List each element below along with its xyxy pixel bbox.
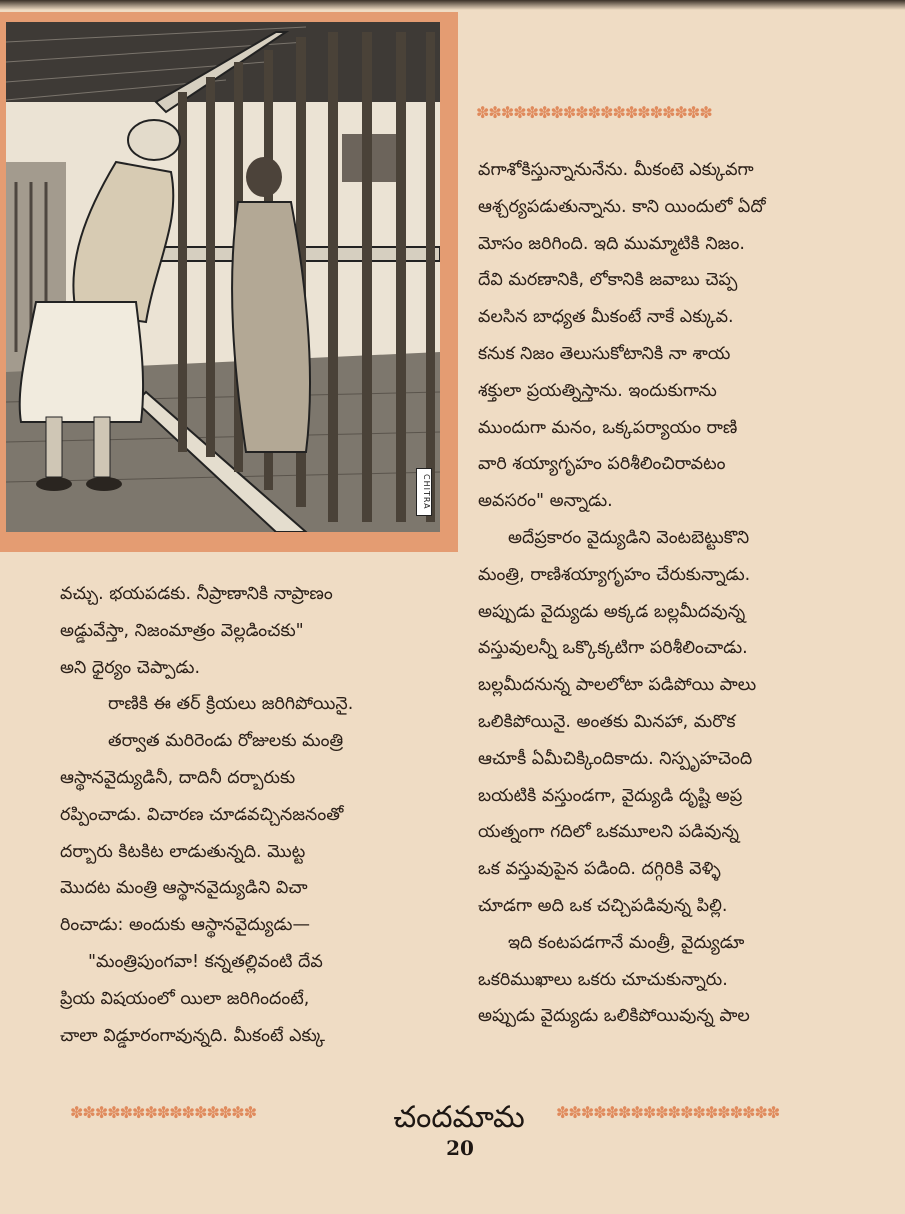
page-edge <box>0 0 905 10</box>
text-line: అవసరం" అన్నాడు. <box>478 491 613 512</box>
text-line: మోసం జరిగింది. ఇది ముమ్మాటికి నిజం. <box>478 233 745 254</box>
text-line: యత్నంగా గదిలో ఒకమూలని పడివున్న <box>478 822 739 843</box>
text-line: ముందుగా మనం, ఒక్కపర్యాయం రాణి <box>478 417 738 438</box>
text-line: అదేప్రకారం వైద్యుడిని వెంటబెట్టుకొని <box>508 527 750 548</box>
text-line: తర్వాత మరిరెండు రోజులకు మంత్రి <box>108 731 344 752</box>
text-line: అప్పుడు వైద్యుడు అక్కడ బల్లమీదవున్న <box>478 601 746 622</box>
text-line: బల్లమీదనున్న పాలలోటా పడిపోయి పాలు <box>478 675 757 696</box>
text-line: అని ధైర్యం చెప్పాడు. <box>60 657 201 678</box>
text-line: ప్రియ విషయంలో యిలా జరిగిందంటే, <box>60 988 310 1009</box>
text-line: ఆచూకీ ఏమీచిక్కిందికాదు. నిస్పృహచెంది <box>478 748 753 769</box>
text-line: దర్బారు కిటకిట లాడుతున్నది. మొట్ట <box>60 841 306 862</box>
prison-illustration <box>6 22 440 532</box>
text-line: అప్పుడు వైద్యుడు ఒలికిపోయివున్న పాల <box>478 1006 750 1027</box>
text-line: ఒకరిముఖాలు ఒకరు చూచుకున్నారు. <box>478 969 728 990</box>
text-line: రప్పించాడు. విచారణ చూడవచ్చినజనంతో <box>60 804 344 825</box>
text-line: బయటికి వస్తుండగా, వైద్యుడి దృష్టి అప్ర <box>478 785 743 806</box>
ornament-border-footer-right: ✽✽✽✽✽✽✽✽✽✽✽✽✽✽✽✽✽✽ <box>556 1104 780 1122</box>
right-text-column <box>478 152 858 1035</box>
text-line: ఆస్థానవైద్యుడినీ, దాదినీ దర్బారుకు <box>60 767 296 788</box>
text-line: ఒలికిపోయినై. అంతకు మినహా, మరొక <box>478 711 736 732</box>
text-line: రాణికి ఈ తర్ క్రియలు జరిగిపోయినై. <box>108 694 354 715</box>
text-line: "మంత్రిపుంగవా! కన్నతల్లివంటి దేవ <box>88 951 323 972</box>
left-text-column <box>60 576 452 1054</box>
text-line: శక్తులా ప్రయత్నిస్తాను. ఇందుకుగాను <box>478 380 717 401</box>
text-line: మంత్రి, రాణిశయ్యాగృహం చేరుకున్నాడు. <box>478 564 751 585</box>
text-line: చాలా విడ్డూరంగావున్నది. మీకంటే ఎక్కు <box>60 1025 325 1046</box>
text-line: చూడగా అది ఒక చచ్చిపడివున్న పిల్లి. <box>478 895 728 916</box>
text-line: ఆశ్చర్యపడుతున్నాను. కాని యిందులో ఏదో <box>478 196 766 217</box>
artist-signature: CHITRA <box>416 468 432 516</box>
illustration-drawing <box>6 22 440 532</box>
text-line: దేవి మరణానికి, లోకానికి జవాబు చెప్ప <box>478 270 738 291</box>
text-line: వలసిన బాధ్యత మీకంటే నాకే ఎక్కువ. <box>478 307 734 328</box>
ornament-border-top: ✽✽✽✽✽✽✽✽✽✽✽✽✽✽✽✽✽✽✽ <box>476 104 712 122</box>
page-number: 20 <box>446 1136 474 1160</box>
text-line: వచ్చు. భయపడకు. నీప్రాణానికి నాప్రాణం <box>60 584 333 604</box>
text-line: అడ్డువేస్తా, నిజంమాత్రం వెల్లడించకు" <box>60 620 304 641</box>
text-line: వగాశోకిస్తున్నానునేను. మీకంటె ఎక్కువగా <box>478 160 754 180</box>
text-line: రించాడు: అందుకు ఆస్థానవైద్యుడు— <box>60 915 310 936</box>
text-line: ఇది కంటపడగానే మంత్రీ, వైద్యుడూ <box>508 932 745 953</box>
text-line: కనుక నిజం తెలుసుకోటానికి నా శాయ <box>478 343 731 364</box>
magazine-title: చందమామ <box>393 1100 525 1135</box>
ornament-border-footer-left: ✽✽✽✽✽✽✽✽✽✽✽✽✽✽✽ <box>70 1104 257 1122</box>
text-line: మొదట మంత్రి ఆస్థానవైద్యుడిని విచా <box>60 878 308 899</box>
text-line: వస్తువులన్నీ ఒక్కొక్కటిగా పరిశీలించాడు. <box>478 638 748 659</box>
text-line: వారి శయ్యాగృహం పరిశీలించిరావటం <box>478 454 726 475</box>
text-line: ఒక వస్తువుపైన పడింది. దగ్గిరికి వెళ్ళి <box>478 859 721 880</box>
